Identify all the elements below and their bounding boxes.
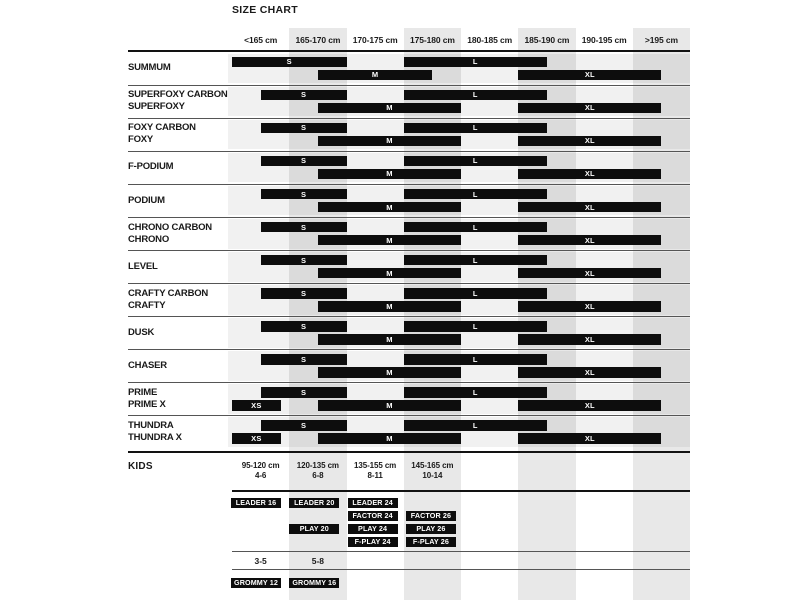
model-label-line: CHRONO (128, 233, 170, 245)
size-bar: M (318, 301, 461, 312)
size-bar: S (261, 90, 347, 101)
kids-section-label: KIDS (128, 461, 153, 472)
size-bar: L (404, 354, 547, 365)
kids-bike-bar: FACTOR 26 (406, 511, 456, 522)
model-label-line: PRIME X (128, 399, 166, 411)
size-bar: XL (518, 301, 661, 312)
chart-title: SIZE CHART (232, 4, 298, 16)
size-bar: XL (518, 334, 661, 345)
balance-age-cell: 5-8 (311, 555, 325, 566)
column-header: 170-175 cm (352, 35, 398, 45)
size-bar: L (404, 123, 547, 134)
column-header: >195 cm (644, 35, 678, 45)
size-bar: S (261, 321, 347, 332)
kids-header-height: 95-120 cm (241, 461, 280, 470)
kids-bike-bar: F-PLAY 24 (348, 537, 398, 548)
balance-bike-bar: GROMMY 12 (231, 578, 281, 589)
column-header: <165 cm (244, 35, 278, 45)
model-label (128, 417, 228, 448)
size-bar: M (318, 334, 461, 345)
kids-bike-bar: PLAY 20 (289, 524, 339, 535)
size-bar: XL (518, 202, 661, 213)
column-header: 165-170 cm (295, 35, 341, 45)
size-bar: M (318, 103, 461, 114)
size-bar: M (318, 400, 461, 411)
size-bar: XL (518, 367, 661, 378)
model-label-line: DUSK (128, 326, 155, 338)
kids-header-height: 145-165 cm (411, 461, 454, 470)
model-label-line: PODIUM (128, 194, 165, 206)
kids-header-divider-line (232, 490, 690, 492)
column-header: 180-185 cm (467, 35, 513, 45)
size-bar: L (404, 189, 547, 200)
model-label (128, 119, 228, 150)
model-label-line: SUPERFOXY (128, 101, 185, 113)
size-bar: L (404, 387, 547, 398)
model-label-line: FOXY CARBON (128, 122, 196, 134)
model-label-line: CRAFTY CARBON (128, 287, 209, 299)
size-bar: M (318, 433, 461, 444)
model-label-line: THUNDRA (128, 420, 174, 432)
kids-bike-bar: PLAY 24 (348, 524, 398, 535)
size-bar: L (404, 156, 547, 167)
model-label-line: FOXY (128, 134, 154, 146)
size-bar: XL (518, 103, 661, 114)
model-label (128, 86, 228, 117)
kids-bike-bar: LEADER 16 (231, 498, 281, 509)
kids-bike-bar: FACTOR 24 (348, 511, 398, 522)
size-bar: L (404, 222, 547, 233)
size-bar: S (261, 354, 347, 365)
size-bar: M (318, 367, 461, 378)
size-bar: XL (518, 136, 661, 147)
kids-header-age: 4-6 (254, 471, 267, 480)
size-bar: M (318, 70, 433, 81)
size-bar: S (261, 156, 347, 167)
size-bar: S (261, 255, 347, 266)
size-bar: S (232, 57, 347, 68)
size-bar: M (318, 268, 461, 279)
kids-top-line (128, 451, 690, 453)
size-bar: XL (518, 169, 661, 180)
size-bar: XL (518, 70, 661, 81)
kids-column-header (232, 457, 289, 485)
model-label (128, 384, 228, 415)
model-label (128, 53, 228, 84)
kids-bike-bar: F-PLAY 26 (406, 537, 456, 548)
kids-bike-bar: LEADER 24 (348, 498, 398, 509)
size-bar: XS (232, 433, 281, 444)
model-label (128, 218, 228, 249)
kids-header-age: 6-8 (312, 471, 324, 480)
balance-ages-top-line (232, 551, 690, 552)
kids-header-age: 8-11 (367, 471, 383, 480)
model-label-line: CRAFTY (128, 299, 166, 311)
model-label-line: CHRONO CARBON (128, 221, 212, 233)
model-label-line: SUPERFOXY CARBON (128, 89, 228, 101)
size-bar: M (318, 202, 461, 213)
size-bar: S (261, 420, 347, 431)
model-label-line: F-PODIUM (128, 161, 174, 173)
size-bar: L (404, 90, 547, 101)
size-bar: L (404, 57, 547, 68)
size-bar: XL (518, 235, 661, 246)
size-bar: M (318, 235, 461, 246)
size-bar: S (261, 189, 347, 200)
size-bar: XL (518, 433, 661, 444)
balance-ages-bottom-line (232, 569, 690, 570)
model-label-line: SUMMUM (128, 62, 171, 74)
size-bar: M (318, 136, 461, 147)
size-bar: S (261, 387, 347, 398)
model-label (128, 152, 228, 183)
model-label (128, 285, 228, 316)
column-header: 190-195 cm (581, 35, 627, 45)
model-label-line: CHASER (128, 359, 167, 371)
kids-header-age: 10-14 (422, 471, 443, 480)
balance-age-cell: 3-5 (254, 555, 267, 566)
size-bar: M (318, 169, 461, 180)
size-bar: S (261, 288, 347, 299)
size-bar: L (404, 255, 547, 266)
kids-bike-bar: PLAY 26 (406, 524, 456, 535)
kids-column-header (404, 457, 461, 485)
column-header: 175-180 cm (409, 35, 455, 45)
kids-column-header (347, 457, 404, 485)
kids-column-header (289, 457, 346, 485)
size-bar: XL (518, 268, 661, 279)
kids-bike-bar: LEADER 20 (289, 498, 339, 509)
kids-header-height: 135-155 cm (354, 461, 397, 470)
model-label-line: LEVEL (128, 260, 158, 272)
model-label (128, 318, 228, 349)
model-label (128, 251, 228, 282)
column-header: 185-190 cm (524, 35, 570, 45)
size-bar: S (261, 123, 347, 134)
balance-bike-bar: GROMMY 16 (289, 578, 339, 589)
size-bar: XS (232, 400, 281, 411)
model-label (128, 185, 228, 216)
size-bar: XL (518, 400, 661, 411)
kids-header-height: 120-135 cm (296, 461, 339, 470)
size-bar: L (404, 420, 547, 431)
model-label (128, 351, 228, 382)
model-label-line: THUNDRA X (128, 432, 182, 444)
size-bar: S (261, 222, 347, 233)
size-bar: L (404, 321, 547, 332)
size-bar: L (404, 288, 547, 299)
model-label-line: PRIME (128, 387, 158, 399)
